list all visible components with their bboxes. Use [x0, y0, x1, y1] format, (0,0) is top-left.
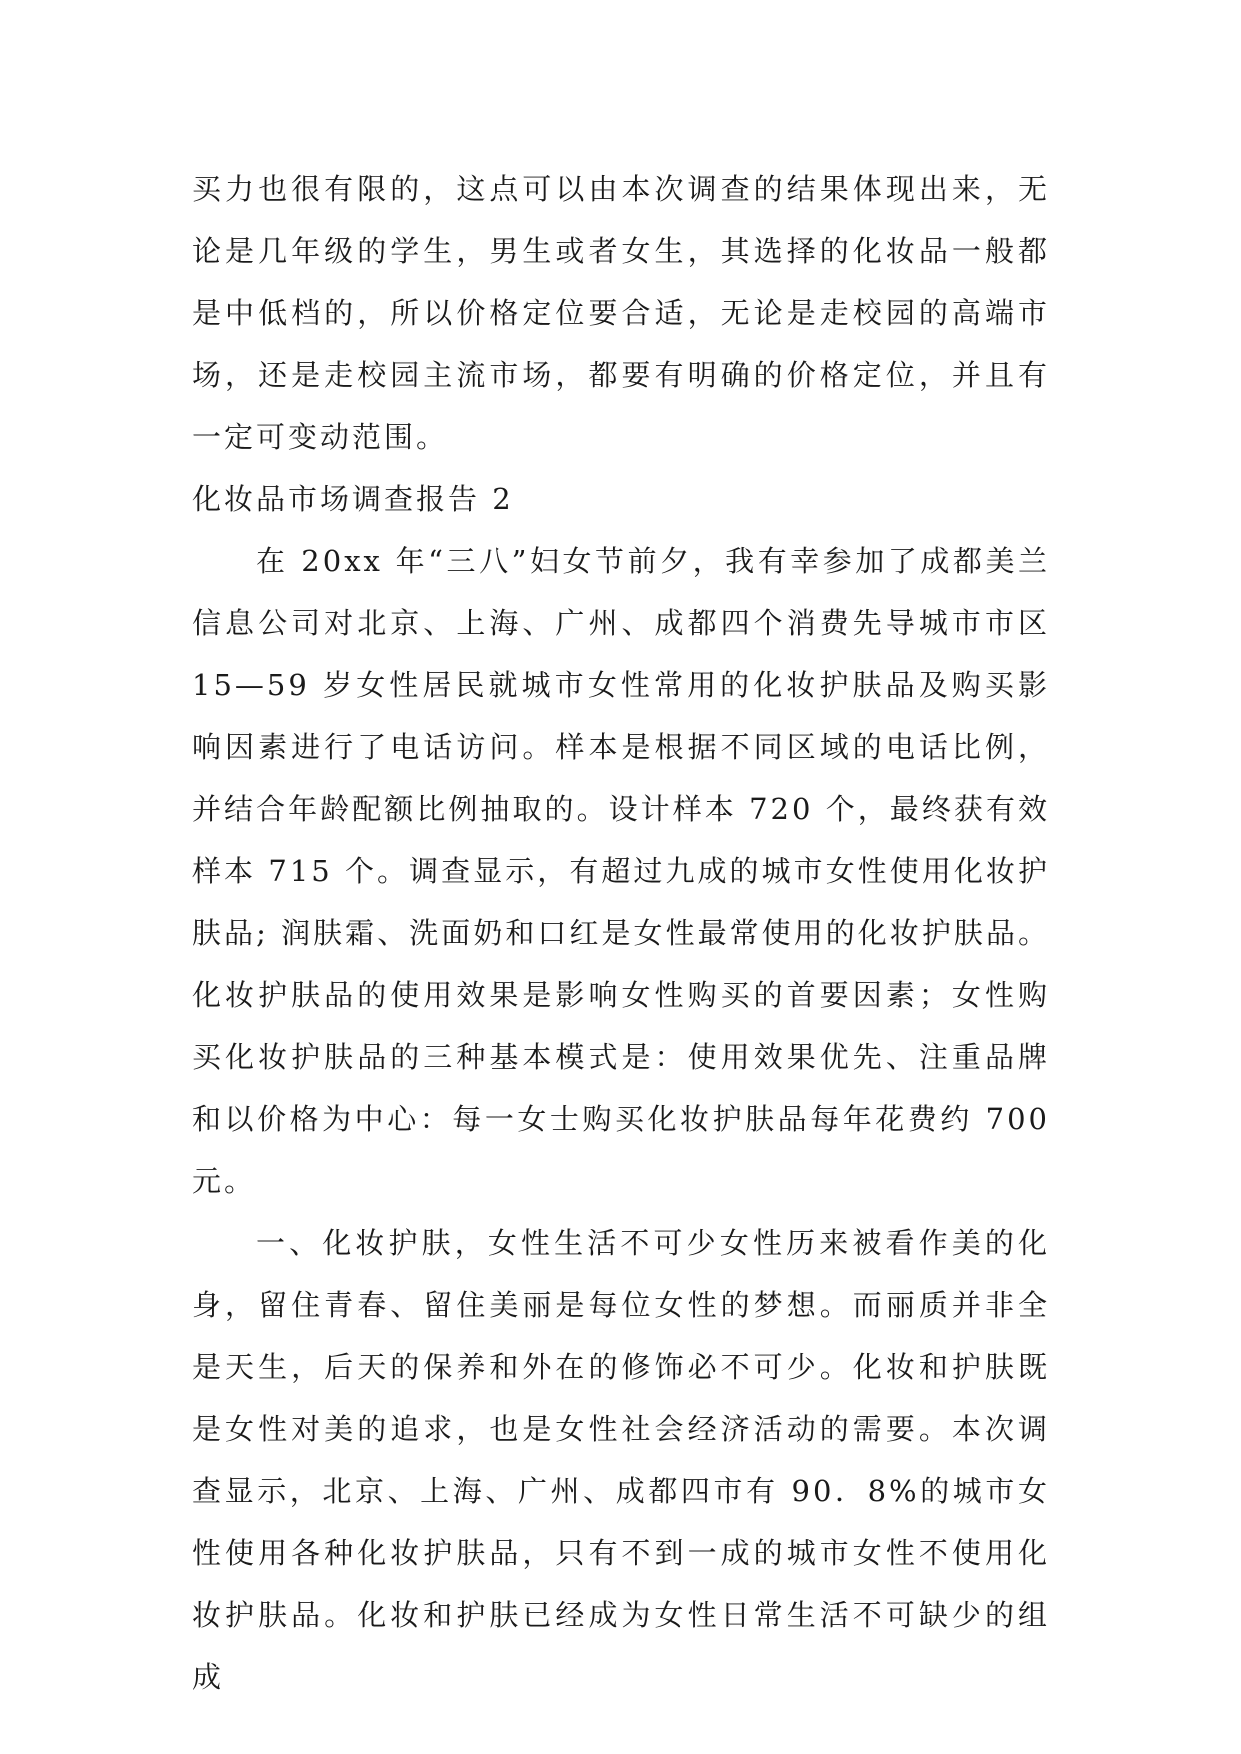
- document-body: [192, 158, 1050, 1708]
- paragraph-section-one: 一、化妆护肤，女性生活不可少女性历来被看作美的化身，留住青春、留住美丽是每位女性的梦想。而丽质并非全是天生，后天的保养和外在的修饰必不可少。化妆和护肤既是女性对美的追求，也是女性社会经济活动的需要。本次调查显示，北京、上海、广州、成都四市有 90．8%的城市女性使用各种化妆护肤品，只有不到一成的城市女性不使用化妆护肤品。化妆和护肤已经成为女性日常生活不可缺少的组成: [192, 1226, 1050, 1694]
- paragraph-survey-intro: 在 20xx 年“三八”妇女节前夕，我有幸参加了成都美兰信息公司对北京、上海、广州、成都四个消费先导城市市区 15—59 岁女性居民就城市女性常用的化妆护肤品及购买影响因素进行了电话访问。样本是根据不同区域的电话比例，并结合年龄配额比例抽取的。设计样本 720 个，最终获有效样本 715 个。调查显示，有超过九成的城市女性使用化妆护肤品; 润肤霜、洗面奶和口红是女性最常使用的化妆护肤品。化妆护肤品的使用效果是影响女性购买的首要因素；女性购买化妆护肤品的三种基本模式是：使用效果优先、注重品牌和以价格为中心：每一女士购买化妆护肤品每年花费约 700元。: [192, 544, 1050, 1198]
- paragraph-price-positioning: 买力也很有限的，这点可以由本次调查的结果体现出来，无论是几年级的学生，男生或者女生，其选择的化妆品一般都是中低档的，所以价格定位要合适，无论是走校园的高端市场，还是走校园主流市场，都要有明确的价格定位，并且有一定可变动范围。: [192, 172, 1050, 454]
- section-heading-report-2: 化妆品市场调查报告 2: [192, 482, 514, 516]
